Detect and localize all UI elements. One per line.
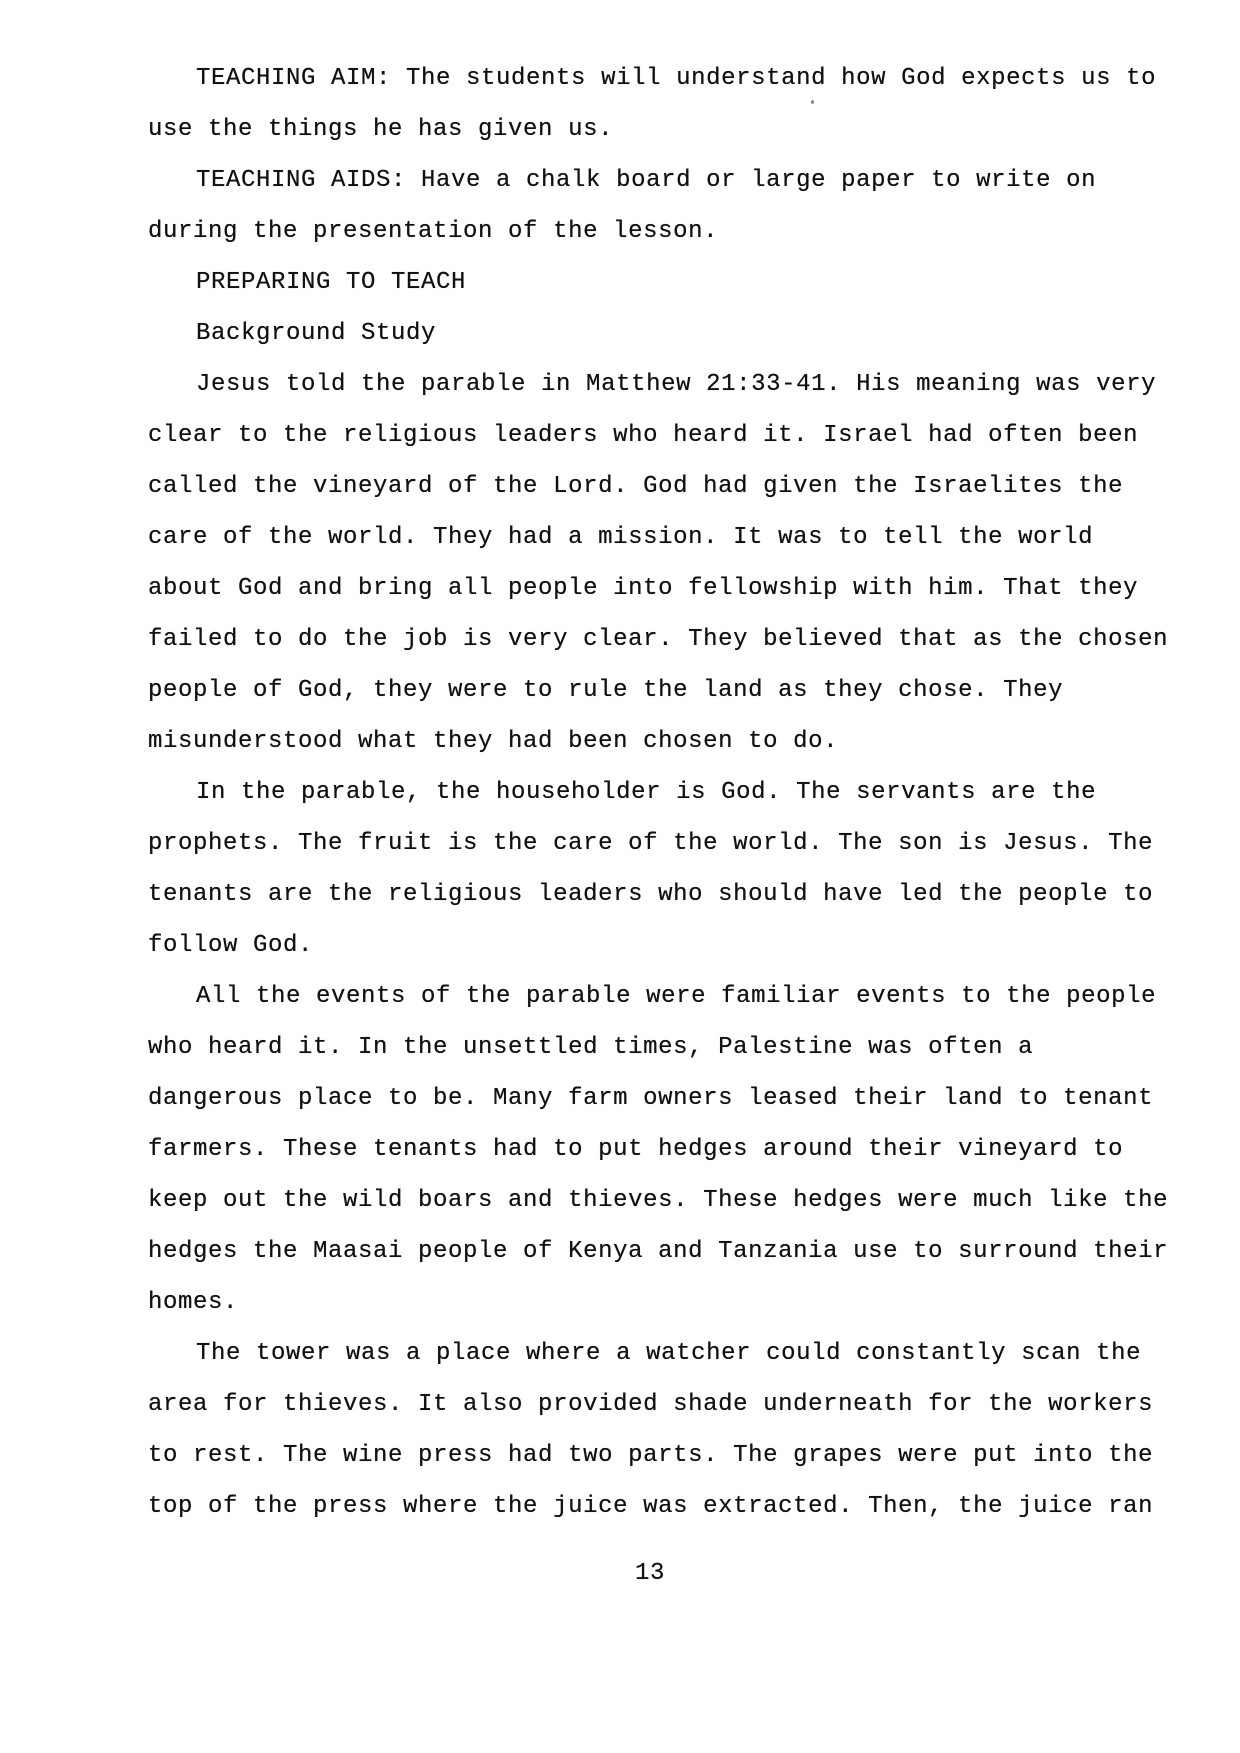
text-line: people of God, they were to rule the land as they chose. They (148, 677, 1064, 704)
text-line-preparing-to-teach-heading: PREPARING TO TEACH (196, 269, 467, 296)
text-line: All the events of the parable were familiar events to the people (196, 983, 1157, 1010)
text-line: care of the world. They had a mission. It was to tell the world (148, 524, 1094, 551)
text-line: misunderstood what they had been chosen to do. (148, 728, 839, 755)
text-line: use the things he has given us. (148, 116, 614, 143)
text-line: area for thieves. It also provided shade underneath for the workers (148, 1391, 1154, 1418)
text-line: called the vineyard of the Lord. God had given the Israelites the (148, 473, 1124, 500)
text-line: top of the press where the juice was extracted. Then, the juice ran (148, 1493, 1154, 1520)
text-line: follow God. (148, 932, 314, 959)
text-line: The tower was a place where a watcher could constantly scan the (196, 1340, 1142, 1367)
text-line: keep out the wild boars and thieves. These hedges were much like the (148, 1187, 1169, 1214)
text-line: homes. (148, 1289, 239, 1316)
text-line: to rest. The wine press had two parts. The grapes were put into the (148, 1442, 1154, 1469)
text-line: Jesus told the parable in Matthew 21:33-41. His meaning was very (196, 371, 1157, 398)
text-line: during the presentation of the lesson. (148, 218, 719, 245)
text-line: who heard it. In the unsettled times, Palestine was often a (148, 1034, 1034, 1061)
text-line: dangerous place to be. Many farm owners leased their land to tenant (148, 1085, 1154, 1112)
text-line: hedges the Maasai people of Kenya and Tanzania use to surround their (148, 1238, 1169, 1265)
scan-speck-artifact (811, 100, 814, 104)
text-line: farmers. These tenants had to put hedges around their vineyard to (148, 1136, 1124, 1163)
text-line-teaching-aids: TEACHING AIDS: Have a chalk board or large paper to write on (196, 167, 1097, 194)
text-line: clear to the religious leaders who heard it. Israel had often been (148, 422, 1139, 449)
text-line-teaching-aim: TEACHING AIM: The students will understand how God expects us to (196, 65, 1157, 92)
text-block (148, 53, 1169, 1599)
text-line: In the parable, the householder is God. The servants are the (196, 779, 1097, 806)
text-line-background-study-heading: Background Study (196, 320, 437, 347)
page-number: 13 (634, 1560, 665, 1587)
text-line: tenants are the religious leaders who should have led the people to (148, 881, 1154, 908)
text-line: about God and bring all people into fellowship with him. That they (148, 575, 1139, 602)
text-line: prophets. The fruit is the care of the world. The son is Jesus. The (148, 830, 1154, 857)
text-line: failed to do the job is very clear. They believed that as the chosen (148, 626, 1169, 653)
